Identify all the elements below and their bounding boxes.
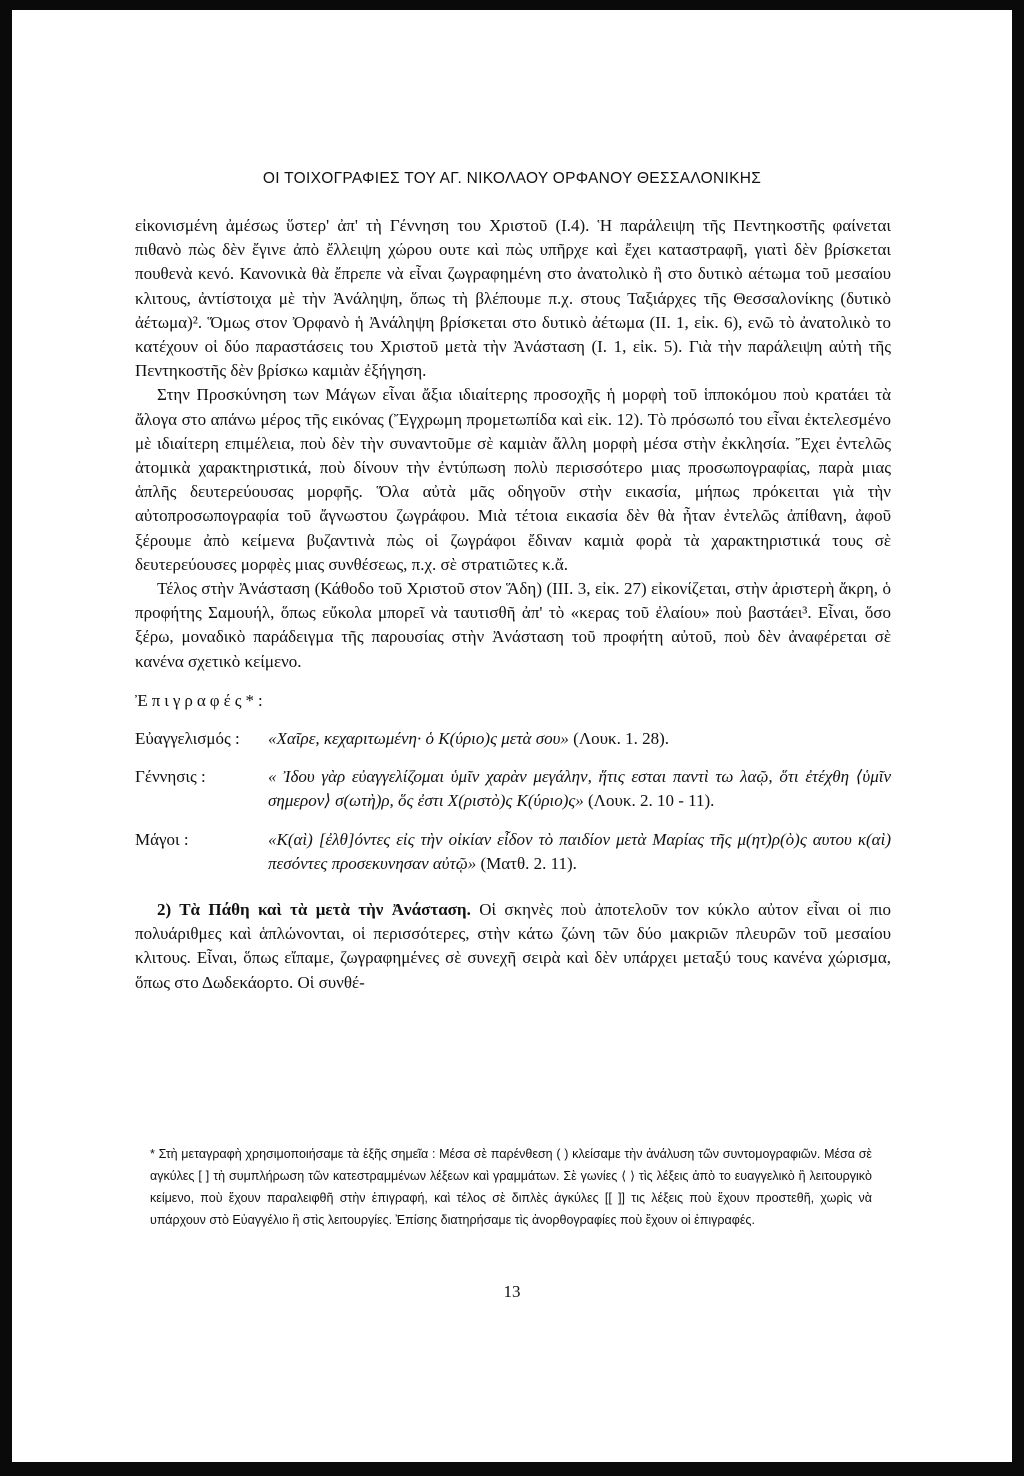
section-title: 2) Τὰ Πάθη καὶ τὰ μετὰ τὴν Ἀνάσταση. xyxy=(157,900,471,920)
inscription-reference: (Λουκ. 2. 10 - 11). xyxy=(583,791,715,811)
inscription-reference: (Λουκ. 1. 28). xyxy=(568,729,670,749)
inscription-quote: «Κ(αὶ) [ἐλθ]όντες εἰς τὴν οἰκίαν εἶδον τὸ παιδίον μετὰ Μαρίας τῆς μ(ητ)ρ(ὸ)ς αυτου κ(αὶ) πεσόντες προσεκυνησαν αὐτῷ» xyxy=(268,829,891,873)
paragraph: Τέλος στὴν Ἀνάσταση (Κάθοδο τοῦ Χριστοῦ στον Ἅδη) (ΙΙΙ. 3, εἰκ. 27) εἰκονίζεται, στὴν ἀριστερὴ ἄκρη, ὁ προφήτης Σαμουήλ, ὅπως εὔκολα μπορεῖ νὰ ταυτισθῆ ἀπ' τὸ «κερας τοῦ ἐλαίου» ποὺ βαστάει³. Εἶναι, ὅσο ξέρω, μοναδικὸ παράδειγμα τῆς παρουσίας στὴν Ἀνάσταση τοῦ προφήτη αὐτοῦ, ποὺ δὲν ἀναφέρεται σὲ κανένα σχετικὸ κείμενο. xyxy=(135,579,891,671)
page-number: 13 xyxy=(503,1282,521,1301)
inscription-row xyxy=(135,765,891,813)
inscription-text xyxy=(268,765,891,813)
inscription-row xyxy=(135,828,891,876)
main-text xyxy=(135,214,891,995)
inscription-reference: (Ματθ. 2. 11). xyxy=(476,853,577,873)
paragraph: Στην Προσκύνηση των Μάγων εἶναι ἄξια ιδιαίτερης προσοχῆς ἡ μορφὴ τοῦ ἱπποκόμου ποὺ κρατάει τὰ ἄλογα στο απάνω μέρος τῆς εικόνας (Ἔγχρωμη προμετωπίδα καὶ εἰκ. 12). Τὸ πρόσωπό του εἶναι ἐκτελεσμένο μὲ ιδιαίτερη επιμέλεια, ποὺ δὲν τὴν συναντοῦμε σὲ καμιὰν ἄλλη μορφὴ μέσα στὴν ἐκκλησία. Ἔχει ἐντελῶς ἀτομικὰ χαρακτηριστικά, ποὺ δίνουν τὴν ἐντύπωση πολὺ περισσότερο μιας προσωπογραφίας, παρὰ μιας ἁπλῆς δευτερεύουσας μορφῆς. Ὅλα αὐτὰ μᾶς οδηγοῦν στὴν εικασία, μήπως πρόκειται γιὰ τὴν αὐτοπροσωπογραφία τοῦ ἄγνωστου ζωγράφου. Μιὰ τέτοια εικασία δὲν θὰ ἦταν ἐντελῶς ἀπίθανη, ἀφοῦ ξέρουμε ἀπὸ κείμενα βυζαντινὰ πὼς οἱ ζωγράφοι ἔδιναν καμιὰ φορὰ τὰ χαρακτηριστικά τους σὲ δευτερεύουσες μορφὲς μιας συνθέσεως, π.χ. σὲ στρατιῶτες κ.ἄ. xyxy=(135,385,891,574)
document-page xyxy=(12,10,1012,1462)
section-paragraph xyxy=(135,898,891,995)
inscription-label: Γέννησις : xyxy=(135,767,206,787)
inscription-row xyxy=(135,727,891,751)
footnote-text: * Στὴ μεταγραφὴ χρησιμοποιήσαμε τὰ ἑξῆς σημεῖα : Μέσα σὲ παρένθεση ( ) κλείσαμε τὴν ἀνάλυση τῶν συντομογραφιῶν. Μέσα σὲ αγκύλες [ ] τὴ συμπλήρωση τῶν κατεστραμμένων λέξεων καὶ γραμμάτων. Σὲ γωνίες ⟨ ⟩ τὶς λέξεις ἀπὸ το ευαγγελικὸ ἢ λειτουργικὸ κείμενο, ποὺ ἔχουν παραλειφθῆ στὴν ἐπιγραφή, καὶ τέλος σὲ διπλὲς ἀγκύλες [[ ]] τις λέξεις ποὺ ἔχουν προστεθῆ, χωρὶς νὰ υπάρχουν στὸ Εὐαγγέλιο ἢ στὶς λειτουργίες. Ἐπίσης διατηρήσαμε τὶς ἀνορθογραφίες ποὺ ἔχουν οἱ ἐπιγραφές. xyxy=(150,1147,872,1227)
inscription-quote: « Ἰδου γὰρ εὐαγγελίζομαι ὑμῖν χαρὰν μεγάλην, ἥτις εσται παντὶ τω λαῷ, ὅτι ἐτέχθη ⟨ὑμῖν σημερον⟩ σ(ωτὴ)ρ, ὅς ἐστι Χ(ριστὸ)ς Κ(ύριο)ς» xyxy=(268,767,891,811)
inscription-text xyxy=(268,727,891,751)
running-header: ΟΙ ΤΟΙΧΟΓΡΑΦΙΕΣ ΤΟΥ ΑΓ. ΝΙΚΟΛΑΟΥ ΟΡΦΑΝΟΥ ΘΕΣΣΑΛΟΝΙΚΗΣ xyxy=(262,170,762,187)
section-text: Οἱ σκηνὲς ποὺ ἀποτελοῦν τον κύκλο αὐτον εἶναι οἱ πιο πολυάριθμες καὶ ἁπλώνονται, οἱ περισσότερες, στὴν κάτω ζώνη τῶν δύο μακριῶν πλευρῶν τοῦ μεσαίου κλιτους. Εἶναι, ὅπως εἴπαμε, ζωγραφημένες σὲ συνεχῆ σειρὰ καὶ δὲν υπάρχει μεταξύ τους κανένα χώρισμα, ὅπως στο Δωδεκάορτο. Οἱ συνθέ- xyxy=(135,900,891,992)
inscription-label: Μάγοι : xyxy=(135,829,189,849)
footnote xyxy=(150,1143,872,1231)
inscription-text xyxy=(268,828,891,876)
inscription-label: Εὐαγγελισμός : xyxy=(135,729,240,749)
paragraph: εἰκονισμένη ἀμέσως ὕστερ' ἀπ' τὴ Γέννηση του Χριστοῦ (Ι.4). Ἡ παράλειψη τῆς Πεντηκοστῆς φαίνεται πιθανὸ πὼς δὲν ἔγινε ἀπὸ ἔλλειψη χώρου ουτε καὶ πὼς υπῆρχε καὶ ἔχει καταστραφῆ, γιατὶ δὲν βρίσκεται πουθενὰ κενό. Κανονικὰ θὰ ἔπρεπε νὰ εἶναι ζωγραφημένη στο ἀνατολικὸ ἢ στο δυτικὸ αέτωμα τοῦ μεσαίου κλιτους, ἀντίστοιχα μὲ τὴν Ἀνάληψη, ὅπως τὴ βλέπουμε π.χ. στους Ταξιάρχες τῆς Θεσσαλονίκης (δυτικὸ ἀέτωμα)². Ὅμως στον Ὀρφανὸ ἡ Ἀνάληψη βρίσκεται στο δυτικὸ ἀέτωμα (ΙΙ. 1, εἰκ. 6), ενῶ τὸ ἀνατολικὸ το κατέχουν οἱ δύο παραστάσεις του Χριστοῦ μετὰ τὴν Ἀνάσταση (Ι. 1, εἰκ. 5). Γιὰ τὴν παράλειψη αὐτὴ τῆς Πεντηκοστῆς δὲν βρίσκω καμιὰν ἐξήγηση. xyxy=(135,216,891,381)
inscription-quote: «Χαῖρε, κεχαριτωμένη· ὁ Κ(ύριο)ς μετὰ σου» xyxy=(268,729,569,749)
inscriptions-heading: Ἐπιγραφές*: xyxy=(135,690,267,710)
